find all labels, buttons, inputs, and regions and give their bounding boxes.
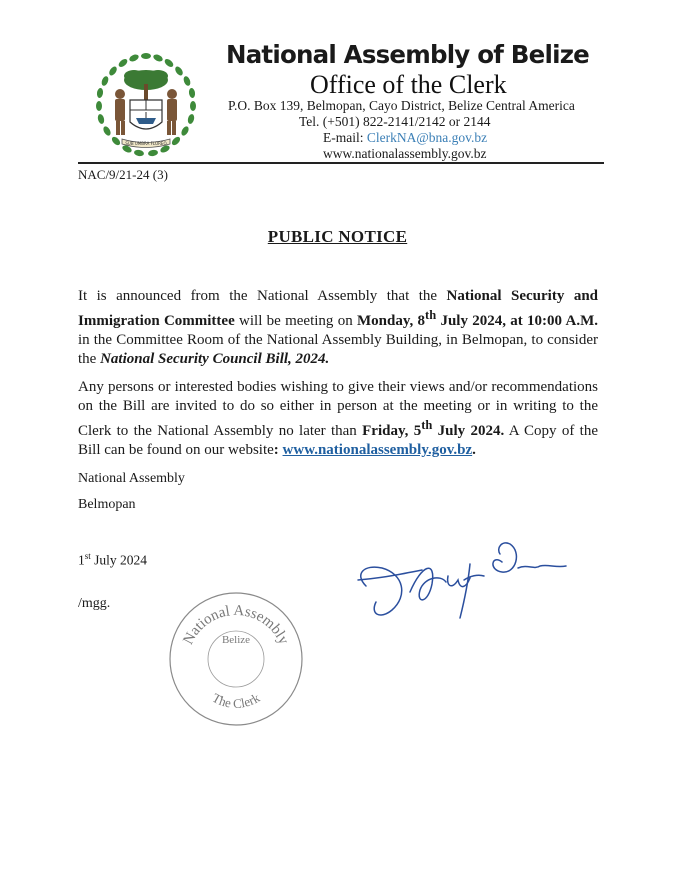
telephone: Tel. (+501) 822-2141/2142 or 2144	[299, 114, 491, 129]
p2-period: .	[472, 442, 476, 458]
office-name: Office of the Clerk	[310, 70, 507, 99]
p2-text-1: Any persons or interested bodies wishing to give their views and/or recommendations on the Bill are invited to do so either in person at the meeting or in writing to the Clerk to the National Assembly no later than	[78, 379, 598, 439]
email-link[interactable]: ClerkNA@bna.gov.bz	[366, 130, 488, 145]
committee-name: National Security and Immigration Committee	[78, 288, 599, 329]
belize-coat-of-arms-logo	[86, 44, 206, 164]
organization-name: National Assembly of Belize	[226, 40, 589, 69]
p1-text-2: will be meeting on	[234, 313, 357, 329]
sign-off-line-2: Belmopan	[78, 497, 136, 512]
notice-date: 1st July 2024	[78, 551, 148, 568]
announcement-paragraph	[78, 287, 598, 369]
p1-text-1: It is announced from the National Assembly that the	[78, 288, 447, 304]
p2-text-2: A Copy of the Bill can be found on our website	[78, 423, 598, 458]
p2-colon: :	[273, 442, 283, 458]
sign-off-line-1: National Assembly	[78, 471, 185, 486]
deadline-date: Friday, 5th July 2024.	[362, 418, 505, 439]
email-line	[323, 130, 487, 146]
invitation-paragraph	[78, 378, 598, 460]
crest-motto: SUB UMBRA FLOREO	[125, 141, 167, 146]
header-website-link[interactable]: www.nationalassembly.gov.bz	[323, 146, 487, 161]
stamp-bottom-text: The Clerk	[209, 689, 263, 712]
stamp-top-text: National Assembly	[180, 602, 292, 648]
website-link[interactable]: www.nationalassembly.gov.bz	[282, 442, 473, 458]
notice-title: PUBLIC NOTICE	[267, 227, 408, 246]
clerk-signature-image	[352, 534, 592, 624]
clerk-stamp	[168, 591, 304, 727]
reference-number: NAC/9/21-24 (3)	[78, 167, 168, 182]
typist-initials: /mgg.	[78, 596, 111, 611]
email-label: E-mail:	[323, 130, 364, 145]
p1-text-3: in the Committee Room of the National Assembly Building, in Belmopan, to consider the	[78, 332, 598, 367]
meeting-date: Monday, 8th July 2024, at 10:00 A.M.	[356, 308, 599, 329]
stamp-center-text: Belize	[221, 634, 251, 646]
header-divider	[78, 162, 604, 164]
bill-name: National Security Council Bill, 2024.	[100, 351, 330, 367]
postal-address: P.O. Box 139, Belmopan, Cayo District, Belize Central America	[228, 98, 575, 113]
